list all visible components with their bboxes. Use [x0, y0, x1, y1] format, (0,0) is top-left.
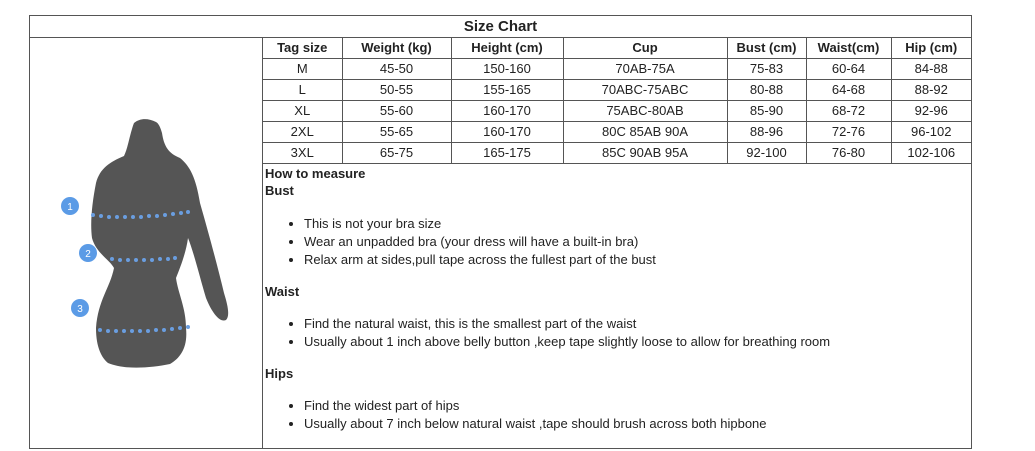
table-row: [263, 122, 971, 143]
cell: 76-80: [806, 143, 891, 164]
header-bust: Bust (cm): [727, 38, 806, 59]
cell: 75-83: [727, 59, 806, 80]
cell: 92-96: [891, 101, 971, 122]
hips-list: [265, 397, 767, 433]
cell: 165-175: [451, 143, 563, 164]
cell: 64-68: [806, 80, 891, 101]
cell: 160-170: [451, 101, 563, 122]
cell: 65-75: [342, 143, 451, 164]
cell: 45-50: [342, 59, 451, 80]
body-figure-illustration: [30, 38, 263, 448]
list-item: • Find the widest part of hips: [304, 397, 767, 415]
cell: M: [263, 59, 342, 80]
chart-title: Size Chart: [30, 16, 971, 38]
marker-3-label: 3: [77, 304, 83, 315]
cell: 102-106: [891, 143, 971, 164]
how-to-measure-section: [265, 165, 965, 431]
list-item: • Wear an unpadded bra (your dress will have a built-in bra): [304, 233, 656, 251]
cell: 88-92: [891, 80, 971, 101]
bust-heading: Bust: [265, 183, 294, 198]
cell: 160-170: [451, 122, 563, 143]
cell: 3XL: [263, 143, 342, 164]
cell: 55-65: [342, 122, 451, 143]
size-table: [263, 38, 971, 164]
header-weight: Weight (kg): [342, 38, 451, 59]
body-silhouette: [91, 119, 228, 368]
cell: 70AB-75A: [563, 59, 727, 80]
cell: XL: [263, 101, 342, 122]
size-chart-frame: [29, 15, 972, 449]
waist-list: [265, 315, 830, 351]
waist-heading: Waist: [265, 284, 300, 299]
cell: 60-64: [806, 59, 891, 80]
cell: 85-90: [727, 101, 806, 122]
header-tag-size: Tag size: [263, 38, 342, 59]
measurement-figure-cell: [30, 38, 263, 448]
header-hip: Hip (cm): [891, 38, 971, 59]
cell: 50-55: [342, 80, 451, 101]
hips-heading: Hips: [265, 366, 294, 381]
how-to-measure-heading: How to measure: [265, 166, 366, 181]
cell: 88-96: [727, 122, 806, 143]
cell: 80-88: [727, 80, 806, 101]
marker-1-label: 1: [67, 202, 73, 213]
cell: 75ABC-80AB: [563, 101, 727, 122]
list-item: • Find the natural waist, this is the smallest part of the waist: [304, 315, 830, 333]
cell: L: [263, 80, 342, 101]
header-height: Height (cm): [451, 38, 563, 59]
list-item: • Usually about 7 inch below natural waist ,tape should brush across both hipbone: [304, 415, 767, 433]
table-row: [263, 143, 971, 164]
marker-1-icon: [61, 197, 79, 215]
list-item: • Usually about 1 inch above belly button ,keep tape slightly loose to allow for breathing room: [304, 333, 830, 351]
list-item: • This is not your bra size: [304, 215, 656, 233]
cell: 150-160: [451, 59, 563, 80]
header-cup: Cup: [563, 38, 727, 59]
cell: 84-88: [891, 59, 971, 80]
cell: 72-76: [806, 122, 891, 143]
cell: 96-102: [891, 122, 971, 143]
cell: 55-60: [342, 101, 451, 122]
table-row: [263, 59, 971, 80]
cell: 2XL: [263, 122, 342, 143]
cell: 68-72: [806, 101, 891, 122]
table-header-row: [263, 38, 971, 59]
cell: 92-100: [727, 143, 806, 164]
marker-3-icon: [71, 299, 89, 317]
marker-2-label: 2: [85, 249, 91, 260]
list-item: • Relax arm at sides,pull tape across the fullest part of the bust: [304, 251, 656, 269]
cell: 80C 85AB 90A: [563, 122, 727, 143]
size-table-area: [263, 38, 971, 431]
cell: 85C 90AB 95A: [563, 143, 727, 164]
header-waist: Waist(cm): [806, 38, 891, 59]
table-row: [263, 101, 971, 122]
bust-list: [265, 215, 656, 269]
cell: 155-165: [451, 80, 563, 101]
marker-2-icon: [79, 244, 97, 262]
cell: 70ABC-75ABC: [563, 80, 727, 101]
table-row: [263, 80, 971, 101]
